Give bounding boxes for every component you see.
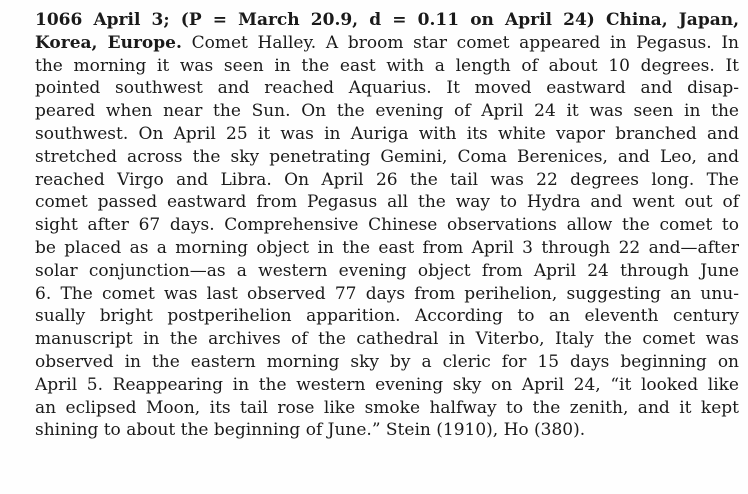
- text-line-18: shining to about the beginning of June.” Stein (1910), Ho (380).: [35, 420, 586, 441]
- text-line-16: April 5. Reappearing in the western evening sky on April 24, “it looked like: [35, 374, 739, 395]
- text-line-14: manuscript in the archives of the cathedral in Viterbo, Italy the comet was: [35, 329, 739, 350]
- text-line-15: observed in the eastern morning sky by a cleric for 15 days beginning on: [35, 351, 739, 372]
- text-line-2: the morning it was seen in the east with a length of about 10 degrees. It: [35, 55, 739, 76]
- text-line-4: peared when near the Sun. On the evening of April 24 it was seen in the: [35, 101, 739, 122]
- text-line-13: sually bright postperihelion apparition. According to an eleventh century: [35, 306, 739, 327]
- text-line-10: be placed as a morning object in the east from April 3 through 22 and—after: [35, 237, 739, 258]
- text-line-9: sight after 67 days. Comprehensive Chinese observations allow the comet to: [35, 215, 739, 236]
- text-line-12: 6. The comet was last observed 77 days from perihelion, suggesting an unu-: [35, 283, 739, 304]
- text-line-1-body: Comet Halley. A broom star comet appeared in Pegasus. In: [191, 32, 740, 53]
- text-line-6: stretched across the sky penetrating Gemini, Coma Berenices, and Leo, and: [35, 146, 739, 167]
- text-line-7: reached Virgo and Libra. On April 26 the tail was 22 degrees long. The: [35, 169, 739, 190]
- text-line-8: comet passed eastward from Pegasus all the way to Hydra and went out of: [35, 192, 739, 213]
- text-line-1: [35, 32, 739, 55]
- text-line-17: an eclipsed Moon, its tail rose like smoke halfway to the zenith, and it kept: [35, 397, 739, 418]
- text-line-11: solar conjunction—as a western evening object from April 24 through June: [35, 260, 739, 281]
- entry-heading-line-1: 1066 April 3; (P = March 20.9, d = 0.11 on April 24) China, Japan,: [35, 10, 739, 30]
- comet-entry-paragraph: [35, 9, 739, 442]
- entry-heading-line-2: Korea, Europe.: [35, 32, 182, 53]
- text-line-3: pointed southwest and reached Aquarius. It moved eastward and disap-: [35, 78, 739, 99]
- text-line-5: southwest. On April 25 it was in Auriga with its white vapor branched and: [35, 123, 739, 144]
